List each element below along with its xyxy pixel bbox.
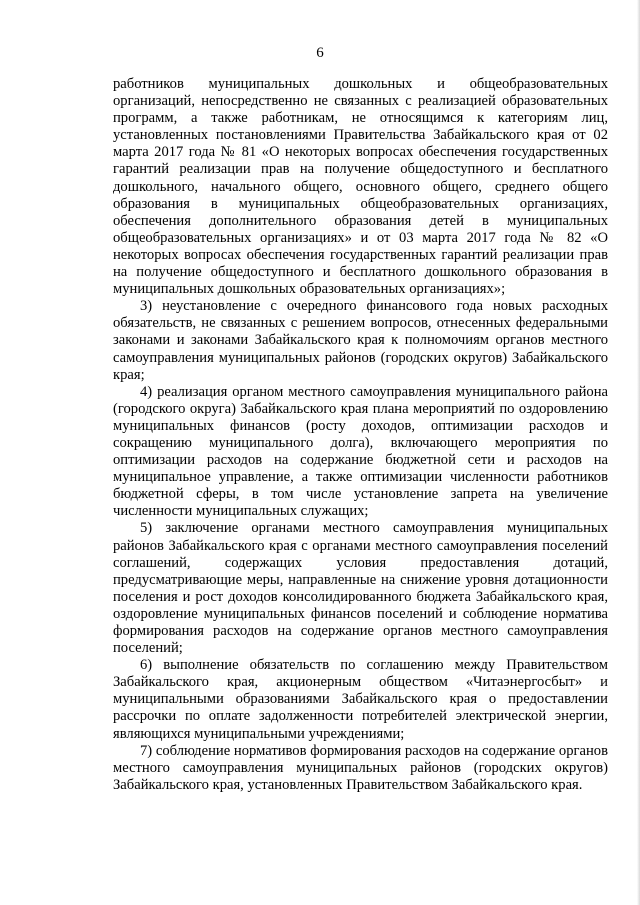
paragraph-item-7: 7) соблюдение нормативов формирования расходов на содержание органов местного самоуправления муниципальных районов (городских округов) Забайкальского края, установленных Правительством Забайкальского края. <box>113 742 608 793</box>
body-text <box>113 76 608 794</box>
paragraph-item-5: 5) заключение органами местного самоуправления муниципальных районов Забайкальского края с органами местного самоуправления поселений соглашений, содержащих условия предоставления дотаций, предусматривающие меры, направленные на снижение уровня дотационности поселения и рост доходов консолидированного бюджета Забайкальского края, оздоровление муниципальных финансов поселений и соблюдение норматива формирования расходов на содержание органов местного самоуправления поселений; <box>113 520 608 657</box>
page-number: 6 <box>316 45 324 61</box>
paragraph-item-3: 3) неустановление с очередного финансового года новых расходных обязательств, не связанных с решением вопросов, отнесенных федеральными законами и законами Забайкальского края к полномочиям органов местного самоуправления муниципальных районов (городских округов) Забайкальского края; <box>113 298 608 383</box>
paragraph-continuation: работников муниципальных дошкольных и общеобразовательных организаций, непосредственно не связанных с реализацией образовательных программ, а также работникам, не относящимся к категориям лиц, установленных постановлениями Правительства Забайкальского края от 02 марта 2017 года № 81 «О некоторых вопросах обеспечения государственных гарантий реализации прав на получение общедоступного и бесплатного дошкольного, начального общего, основного общего, среднего общего образования в муниципальных общеобразовательных организациях, обеспечения дополнительного образования детей в муниципальных общеобразовательных организациях» и от 03 марта 2017 года № 82 «О некоторых вопросах обеспечения государственных гарантий реализации прав на получение общедоступного и бесплатного дошкольного образования в муниципальных дошкольных образовательных организациях»; <box>113 76 608 298</box>
paragraph-item-4: 4) реализация органом местного самоуправления муниципального района (городского округа) Забайкальского края плана мероприятий по оздоровлению муниципальных финансов (росту доходов, оптимизации расходов и сокращению муниципального долга), включающего мероприятия по оптимизации расходов на содержание бюджетной сети и расходов на муниципальное управление, а также оптимизации численности работников бюджетной сферы, в том числе установление запрета на увеличение численности муниципальных служащих; <box>113 383 608 520</box>
paragraph-item-6: 6) выполнение обязательств по соглашению между Правительством Забайкальского края, акционерным обществом «Читаэнергосбыт» и муниципальными образованиями Забайкальского края о предоставлении рассрочки по оплате задолженности потребителей электрической энергии, являющихся муниципальными учреждениями; <box>113 657 608 742</box>
